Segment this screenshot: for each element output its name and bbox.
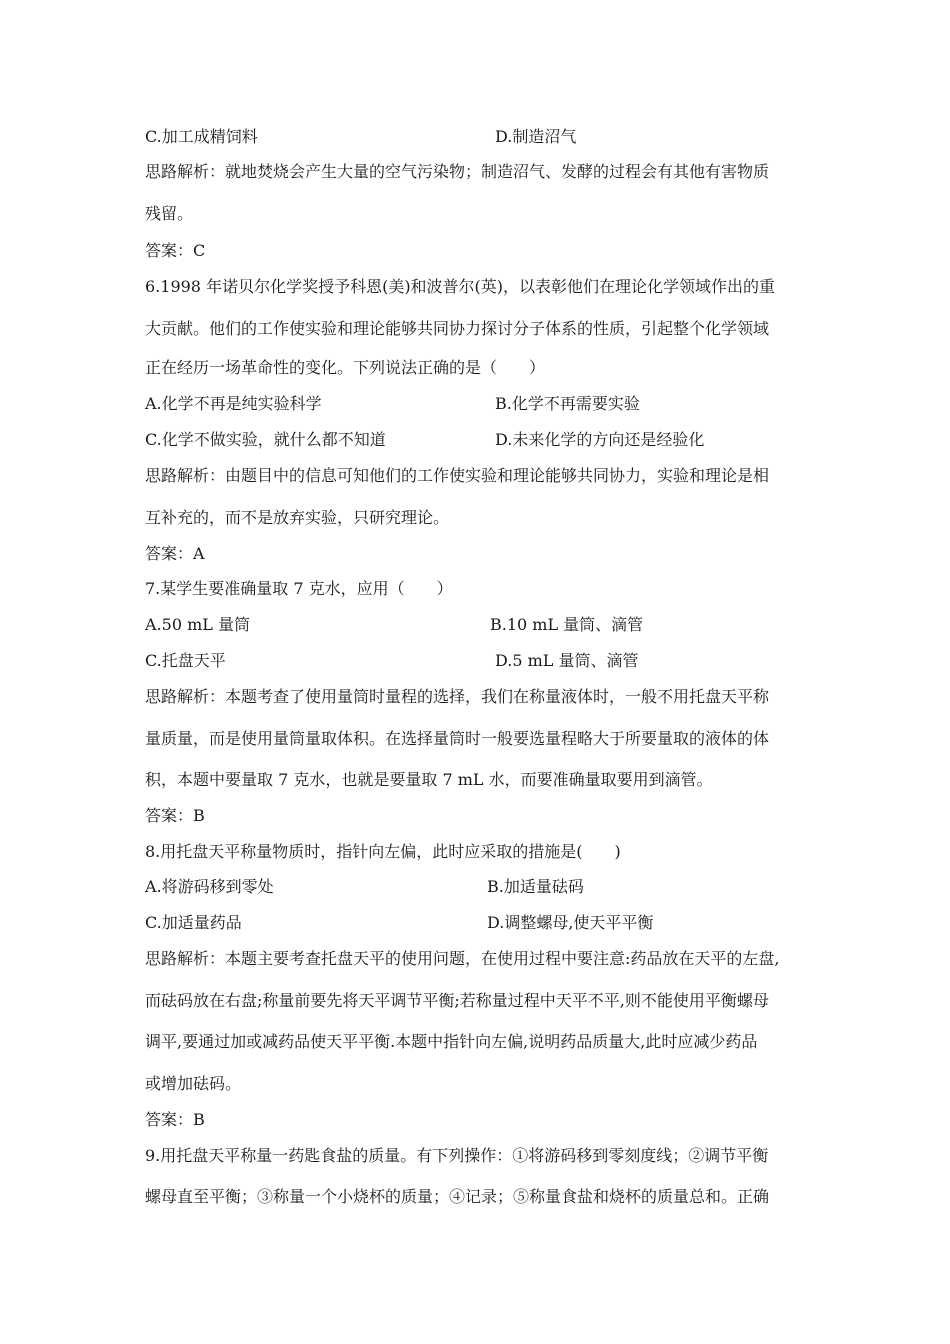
q7-option-c: C.托盘天平 — [145, 651, 226, 670]
q5-option-d: D.制造沼气 — [495, 127, 577, 146]
q8-option-b: B.加适量砝码 — [487, 877, 584, 896]
q8-analysis-line-3: 调平,要通过加或减药品使天平平衡.本题中指针向左偏,说明药品质量大,此时应减少药品 — [145, 1032, 758, 1051]
q7-analysis-line-1: 思路解析：本题考查了使用量筒时量程的选择，我们在称量液体时，一般不用托盘天平称 — [145, 687, 770, 706]
q7-stem: 7.某学生要准确量取 7 克水，应用（ ） — [145, 579, 453, 598]
q6-stem-line-3: 正在经历一场革命性的变化。下列说法正确的是（ ） — [145, 358, 546, 377]
q9-stem-line-2: 螺母直至平衡；③称量一个小烧杯的质量；④记录；⑤称量食盐和烧杯的质量总和。正确 — [145, 1187, 770, 1206]
q6-analysis-line-1: 思路解析：由题目中的信息可知他们的工作使实验和理论能够共同协力，实验和理论是相 — [145, 466, 770, 485]
q6-option-a: A.化学不再是纯实验科学 — [145, 394, 322, 413]
q8-analysis-line-1: 思路解析：本题主要考查托盘天平的使用问题，在使用过程中要注意:药品放在天平的左盘, — [145, 949, 780, 968]
q8-option-c: C.加适量药品 — [145, 913, 242, 932]
q6-option-d: D.未来化学的方向还是经验化 — [495, 430, 705, 449]
q7-option-b: B.10 mL 量筒、滴管 — [490, 615, 644, 634]
q9-stem-line-1: 9.用托盘天平称量一药匙食盐的质量。有下列操作：①将游码移到零刻度线；②调节平衡 — [145, 1146, 769, 1165]
q7-analysis-line-3: 积，本题中要量取 7 克水，也就是要量取 7 mL 水，而要准确量取要用到滴管。 — [145, 770, 713, 789]
q7-option-a: A.50 mL 量筒 — [145, 615, 250, 634]
q6-option-b: B.化学不再需要实验 — [495, 394, 640, 413]
q8-answer: 答案：B — [145, 1110, 205, 1129]
q8-analysis-line-2: 而砝码放在右盘;称量前要先将天平调节平衡;若称量过程中天平不平,则不能使用平衡螺母 — [145, 991, 769, 1010]
q8-option-a: A.将游码移到零处 — [145, 877, 274, 896]
q8-analysis-line-4: 或增加砝码。 — [145, 1074, 242, 1093]
q8-option-d: D.调整螺母,使天平平衡 — [487, 913, 654, 932]
q6-stem-line-2: 大贡献。他们的工作使实验和理论能够共同协力探讨分子体系的性质，引起整个化学领域 — [145, 319, 770, 338]
q7-analysis-line-2: 量质量，而是使用量筒量取体积。在选择量筒时一般要选量程略大于所要量取的液体的体 — [145, 729, 770, 748]
q6-stem-line-1: 6.1998 年诺贝尔化学奖授予科恩(美)和波普尔(英)，以表彰他们在理论化学领域作出的重 — [145, 277, 776, 296]
q7-answer: 答案：B — [145, 806, 205, 825]
q5-analysis-line-1: 思路解析：就地焚烧会产生大量的空气污染物；制造沼气、发酵的过程会有其他有害物质 — [145, 162, 770, 181]
q5-analysis-line-2: 残留。 — [145, 204, 194, 223]
q6-option-c: C.化学不做实验，就什么都不知道 — [145, 430, 386, 449]
q7-option-d: D.5 mL 量筒、滴管 — [495, 651, 639, 670]
q6-analysis-line-2: 互补充的，而不是放弃实验，只研究理论。 — [145, 508, 450, 527]
q5-answer: 答案：C — [145, 241, 206, 260]
q5-option-c: C.加工成精饲料 — [145, 127, 258, 146]
q8-stem: 8.用托盘天平称量物质时，指针向左偏，此时应采取的措施是( ) — [145, 842, 621, 861]
q6-answer: 答案：A — [145, 544, 205, 563]
